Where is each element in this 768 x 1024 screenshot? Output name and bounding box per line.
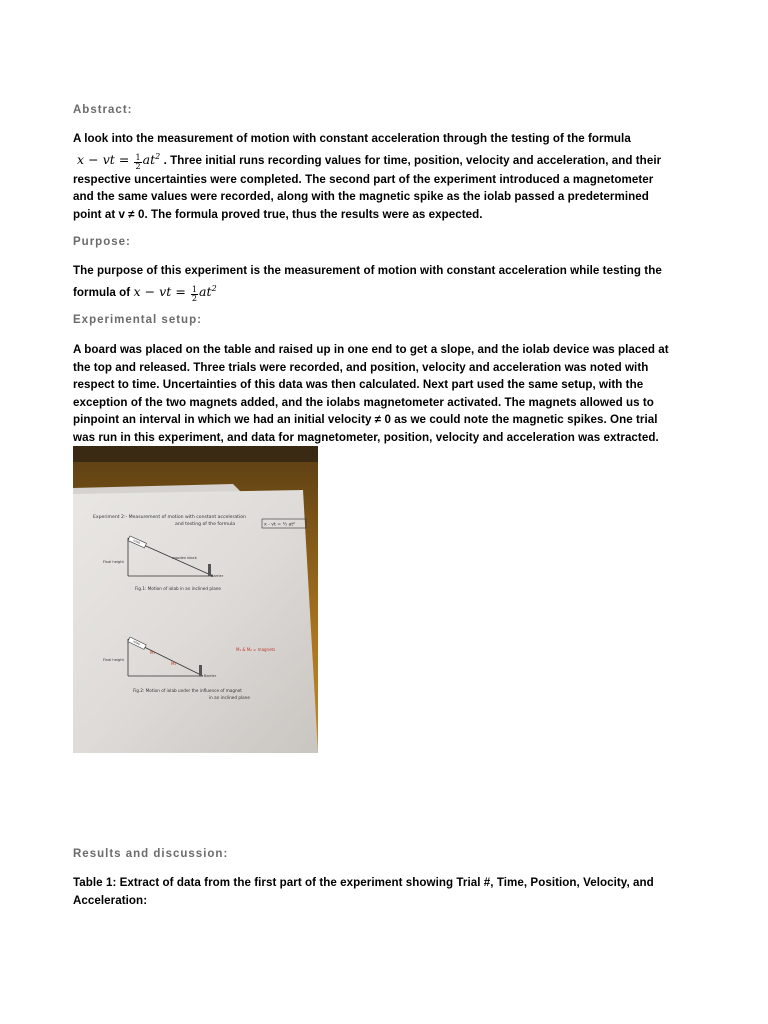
setup-line: the top and released. Three trials were recorded, and position, velocity and acceleration was noted with [73,360,649,374]
setup-heading: Experimental setup: [73,314,202,326]
iolab-label: iolab [132,639,141,647]
diagram-title: and testing of the formula [175,522,236,527]
abstract-line: . Three initial runs recording values for time, position, velocity and acceleration, and their [163,153,662,167]
magnet-m2-label: M₂ [171,661,177,666]
formula-handwritten: x - vt = ½ at² [264,522,295,528]
fig2-caption: Fig.2: Motion of iolab under the influence of magnet [133,688,242,693]
setup-line: exception of the two magnets added, and the iolabs magnetometer activated. The magnets allowed us to [73,395,654,409]
abstract-line: respective uncertainties were completed. The second part of the experiment introduced a magnetometer [73,172,654,186]
final-height-label: Final height [103,560,124,564]
abstract-heading: Abstract: [73,104,133,116]
table-caption-line: Table 1: Extract of data from the first part of the experiment showing Trial #, Time, Position, Velocity, and [73,876,654,889]
purpose-formula-line [73,280,695,303]
fig1-caption: Fig.1: Motion of iolab in an inclined plane [135,586,221,591]
barrier2 [199,665,202,676]
magnets-legend: M₁ & M₂ = magnets [236,647,276,652]
setup-line: pinpoint an interval in which we had an initial velocity ≠ 0 as we could note the magnetic spikes. One trial [73,413,658,426]
abstract-line: and the same values were recorded, along with the magnetic spike as the iolab passed a predetermined [73,190,649,204]
fig2-caption: in an inclined plane [209,695,250,700]
abstract-paragraph [73,130,695,223]
wooden-block-label: wooden block [172,556,197,560]
formula: x − vt = $\frac{1}{2}$ $at^2$ [133,283,217,303]
purpose-line: formula of [73,285,131,299]
final-height-label: Final height [103,658,124,662]
purpose-line: The purpose of this experiment is the measurement of motion with constant acceleration while testing the [73,264,662,277]
table-caption-line: Acceleration: [73,893,148,907]
results-heading: Results and discussion: [73,848,229,860]
abstract-formula-line [73,148,695,171]
barrier-label: Barrier [211,574,224,578]
magnet-m1-label: M₁ [150,650,156,655]
experiment-diagram-photo [73,446,318,753]
iolab-label: iolab [132,538,141,545]
setup-paragraph [73,341,695,446]
setup-line: A board was placed on the table and raised up in one end to get a slope, and the iolab device was placed at [73,343,669,356]
table-caption [73,874,695,909]
abstract-line: A look into the measurement of motion with constant acceleration through the testing of the formula [73,132,631,145]
barrier-label: Barrier [204,674,217,678]
diagram-title: Experiment 2:- Measurement of motion with constant acceleration [93,515,246,520]
paper-sheet [73,490,318,753]
purpose-heading: Purpose: [73,236,131,248]
setup-line: was run in this experiment, and data for magnetometer, position, velocity and acceleration was extracted. [73,430,659,444]
setup-line: respect to time. Uncertainties of this data was then calculated. Next part used the same setup, with the [73,378,644,391]
formula: x − vt = $\frac{1}{2}$ $at^2$ [73,151,161,171]
abstract-line: point at v ≠ 0. The formula proved true, thus the results were as expected. [73,207,483,221]
purpose-paragraph [73,262,695,303]
